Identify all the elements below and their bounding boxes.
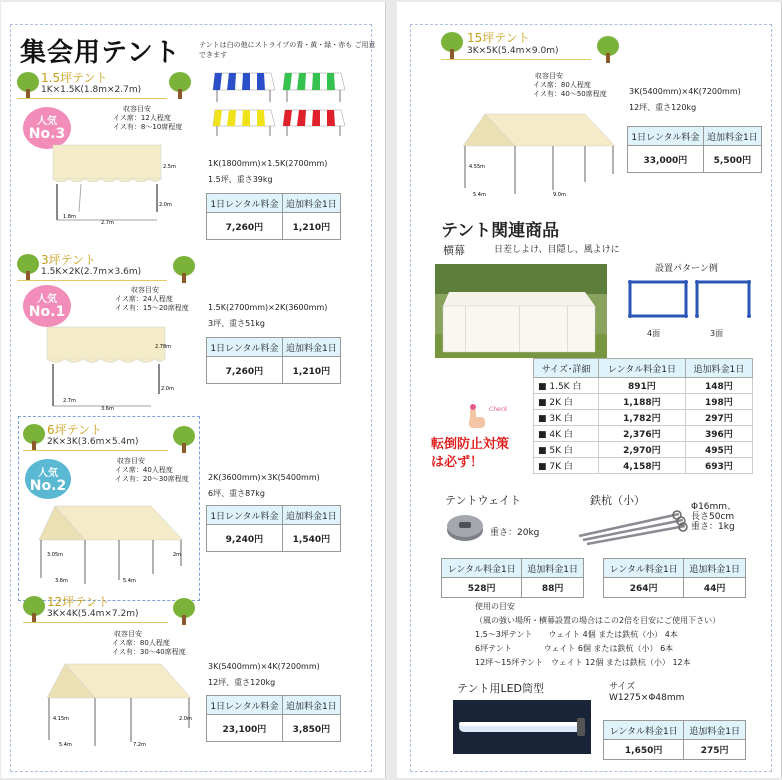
spec-size: 2K(3600mm)×3K(5400mm) [208, 473, 320, 482]
tree-icon [173, 256, 195, 284]
section-subtitle: 1.5K×2K(2.7m×3.6m) [41, 267, 142, 277]
price-value: 88円 [522, 578, 584, 598]
blue-awning [213, 73, 275, 102]
price-value: 528円 [442, 578, 522, 598]
spec-weight: 12坪、重さ120kg [208, 678, 276, 687]
usage-guide: 使用の目安 （風の強い場所・横幕設置の場合はこの2倍を目安にご使用下さい） 1.5〜3坪テント ウェイト 4個 または鉄杭（小） 4本 6坪テント ウェイト 6個 または鉄杭（小） 6本 12坪〜15坪テント ウェイト 12個 または鉄杭（小） 12本 [475, 602, 721, 667]
left-page [1, 2, 386, 778]
price-head: 追加料金1日 [703, 127, 761, 146]
tree-icon [23, 596, 45, 624]
weight-icon [445, 510, 485, 542]
price-head: 1日レンタル料金 [207, 338, 283, 357]
pattern-3-label: 3面 [710, 329, 724, 338]
weight-price-table [441, 558, 584, 598]
price-value: 23,100円 [207, 715, 283, 742]
dim-label: 3.6m [55, 578, 68, 584]
section-subtitle: 1K×1.5K(1.8m×2.7m) [41, 85, 142, 95]
popular-badge: 人気 No.1 [23, 285, 71, 327]
price-value: 33,000円 [628, 146, 704, 173]
dim-label: 5.4m [123, 578, 136, 584]
section-subtitle: 3K×4K(5.4m×7.2m) [47, 609, 139, 619]
price-value: 264円 [604, 578, 684, 598]
table-row: ■ 7K 白 4,158円 693円 [534, 458, 753, 474]
capacity-info: 収容目安 イス席：80人程度 イス有：40〜50席程度 [533, 72, 607, 98]
maku-note: 日差しよけ、目隠し、風よけに [494, 245, 620, 255]
tree-icon [597, 36, 619, 64]
price-head: 追加料金1日 [684, 559, 746, 578]
table-row: ■ 5K 白 2,970円 495円 [534, 442, 753, 458]
stake-icon [573, 506, 693, 546]
led-price-table [603, 720, 746, 760]
led-photo [453, 700, 591, 754]
spec-size: 1K(1800mm)×1.5K(2700mm) [208, 159, 328, 168]
maku-label: 横幕 [443, 244, 465, 257]
weight-title: テントウェイト [445, 494, 522, 507]
maku-table-head: 追加料金1日 [685, 359, 752, 378]
spec-weight: 6坪、重さ87kg [208, 489, 265, 498]
section-underline [23, 622, 168, 623]
maku-table-head: サイズ･詳細 [534, 359, 599, 378]
spec-size: 3K(5400mm)×4K(7200mm) [208, 662, 320, 671]
price-value: 1,540円 [282, 525, 340, 552]
pattern-diagram [627, 278, 757, 322]
dim-label: 5.4m [473, 192, 486, 198]
led-size-label: サイズ [609, 682, 636, 692]
related-title: テント関連商品 [441, 221, 560, 241]
price-head: 追加料金1日 [282, 696, 340, 715]
dim-label: 2.7m [63, 398, 76, 404]
section-underline [441, 59, 591, 60]
price-head: 追加料金1日 [684, 721, 746, 740]
section-underline [17, 98, 167, 99]
price-value: 44円 [684, 578, 746, 598]
price-head: 追加料金1日 [282, 506, 340, 525]
tree-icon [23, 424, 45, 452]
price-head: 追加料金1日 [522, 559, 584, 578]
price-value: 7,260円 [207, 357, 283, 384]
spec-weight: 1.5坪、重さ39kg [208, 175, 273, 184]
table-row: ■ 4K 白 2,376円 396円 [534, 426, 753, 442]
price-head: 1日レンタル料金 [628, 127, 704, 146]
pattern-title: 設置パターン例 [655, 264, 718, 274]
tree-icon [169, 72, 191, 100]
capacity-info: 収容目安 イス席：12人程度 イス有：8〜10席程度 [113, 105, 183, 131]
stripe-awnings [213, 68, 353, 138]
section-subtitle: 3K×5K(5.4m×9.0m) [467, 46, 559, 56]
price-value: 275円 [684, 740, 746, 760]
dim-label: 7.2m [133, 742, 146, 748]
section-title: 12坪テント [47, 595, 110, 609]
section-title: 15坪テント [467, 31, 530, 45]
tree-icon [17, 254, 39, 282]
dim-label: 2.7m [101, 220, 114, 226]
maku-table [533, 358, 753, 474]
tree-icon [173, 426, 195, 454]
dim-label: 2.0m [179, 716, 192, 722]
price-value: 9,240円 [207, 525, 283, 552]
dim-label: 2m [173, 552, 182, 558]
price-value: 3,850円 [282, 715, 340, 742]
dim-label: 2.5m [163, 164, 176, 170]
tree-icon [173, 598, 195, 626]
section-title: 6坪テント [47, 423, 103, 437]
dim-label: 2.0m [159, 202, 172, 208]
price-table [206, 505, 341, 552]
check-label: Check [489, 406, 508, 413]
dim-label: 5.4m [59, 742, 72, 748]
price-head: 1日レンタル料金 [207, 696, 283, 715]
weight-note: 重さ：20kg [490, 528, 540, 538]
dim-label: 4.55m [469, 164, 486, 170]
green-awning [283, 73, 345, 102]
price-table [206, 193, 341, 240]
dim-label: 4.15m [53, 716, 70, 722]
popular-badge: 人気 No.3 [23, 107, 71, 149]
price-value: 5,500円 [703, 146, 761, 173]
dim-label: 2.78m [155, 344, 172, 350]
stake-spec: Φ16mm、 長さ50cm 重さ：1kg [691, 502, 737, 532]
price-head: 追加料金1日 [282, 338, 340, 357]
yellow-awning [213, 110, 275, 136]
section-underline [23, 450, 168, 451]
capacity-info: 収容目安 イス席：80人程度 イス有：30〜40席程度 [112, 630, 186, 656]
tent-image [41, 324, 181, 412]
page-title: 集会用テント [20, 38, 181, 68]
led-title: テント用LED筒型 [457, 682, 544, 695]
stripe-note: テントは白の他にストライプの青・黄・緑・赤も ご用意できます [199, 41, 376, 59]
price-table [206, 695, 341, 742]
tree-icon [17, 72, 39, 100]
spec-weight: 3坪、重さ51kg [208, 319, 265, 328]
table-row: ■ 2K 白 1,188円 198円 [534, 394, 753, 410]
price-value: 1,650円 [604, 740, 684, 760]
price-head: レンタル料金1日 [604, 721, 684, 740]
pattern-4-label: 4面 [647, 329, 661, 338]
tent-image [41, 140, 176, 226]
spec-size: 1.5K(2700mm)×2K(3600mm) [208, 303, 328, 312]
dim-label: 3.05m [47, 552, 64, 558]
price-value: 7,260円 [207, 213, 283, 240]
section-title: 1.5坪テント [41, 71, 108, 85]
stake-title: 鉄杭（小） [590, 494, 645, 507]
spec-size: 3K(5400mm)×4K(7200mm) [629, 87, 741, 96]
price-head: レンタル料金1日 [604, 559, 684, 578]
capacity-info: 収容目安 イス席：40人程度 イス有：20〜30席程度 [115, 457, 189, 483]
right-page [397, 2, 782, 778]
section-underline [17, 280, 167, 281]
popular-badge: 人気 No.2 [25, 459, 71, 499]
led-size: W1275×Φ48mm [609, 693, 685, 703]
table-row: ■ 3K 白 1,782円 297円 [534, 410, 753, 426]
tent-image [457, 102, 625, 200]
price-table [627, 126, 762, 173]
safety-warning: 転倒防止対策 は必ず！ [431, 437, 510, 470]
tree-icon [441, 32, 463, 60]
dim-label: 3.6m [101, 406, 114, 412]
tent-image [33, 498, 193, 590]
price-head: 1日レンタル料金 [207, 506, 283, 525]
table-row: ■ 1.5K 白 891円 148円 [534, 378, 753, 394]
stake-price-table [603, 558, 746, 598]
price-head: レンタル料金1日 [442, 559, 522, 578]
price-value: 1,210円 [282, 213, 340, 240]
dim-label: 2.0m [161, 386, 174, 392]
maku-table-head: レンタル料金1日 [599, 359, 686, 378]
price-table [206, 337, 341, 384]
section-subtitle: 2K×3K(3.6m×5.4m) [47, 437, 139, 447]
maku-photo [435, 264, 607, 358]
dim-label: 9.0m [553, 192, 566, 198]
red-awning [283, 110, 345, 136]
price-head: 追加料金1日 [282, 194, 340, 213]
price-value: 1,210円 [282, 357, 340, 384]
price-head: 1日レンタル料金 [207, 194, 283, 213]
section-title: 3坪テント [41, 253, 97, 267]
dim-label: 1.8m [63, 214, 76, 220]
spec-weight: 12坪、重さ120kg [629, 103, 697, 112]
hand-check-icon [461, 402, 491, 432]
capacity-info: 収容目安 イス席：24人程度 イス有：15〜20席程度 [115, 286, 189, 312]
tent-image [41, 658, 199, 754]
